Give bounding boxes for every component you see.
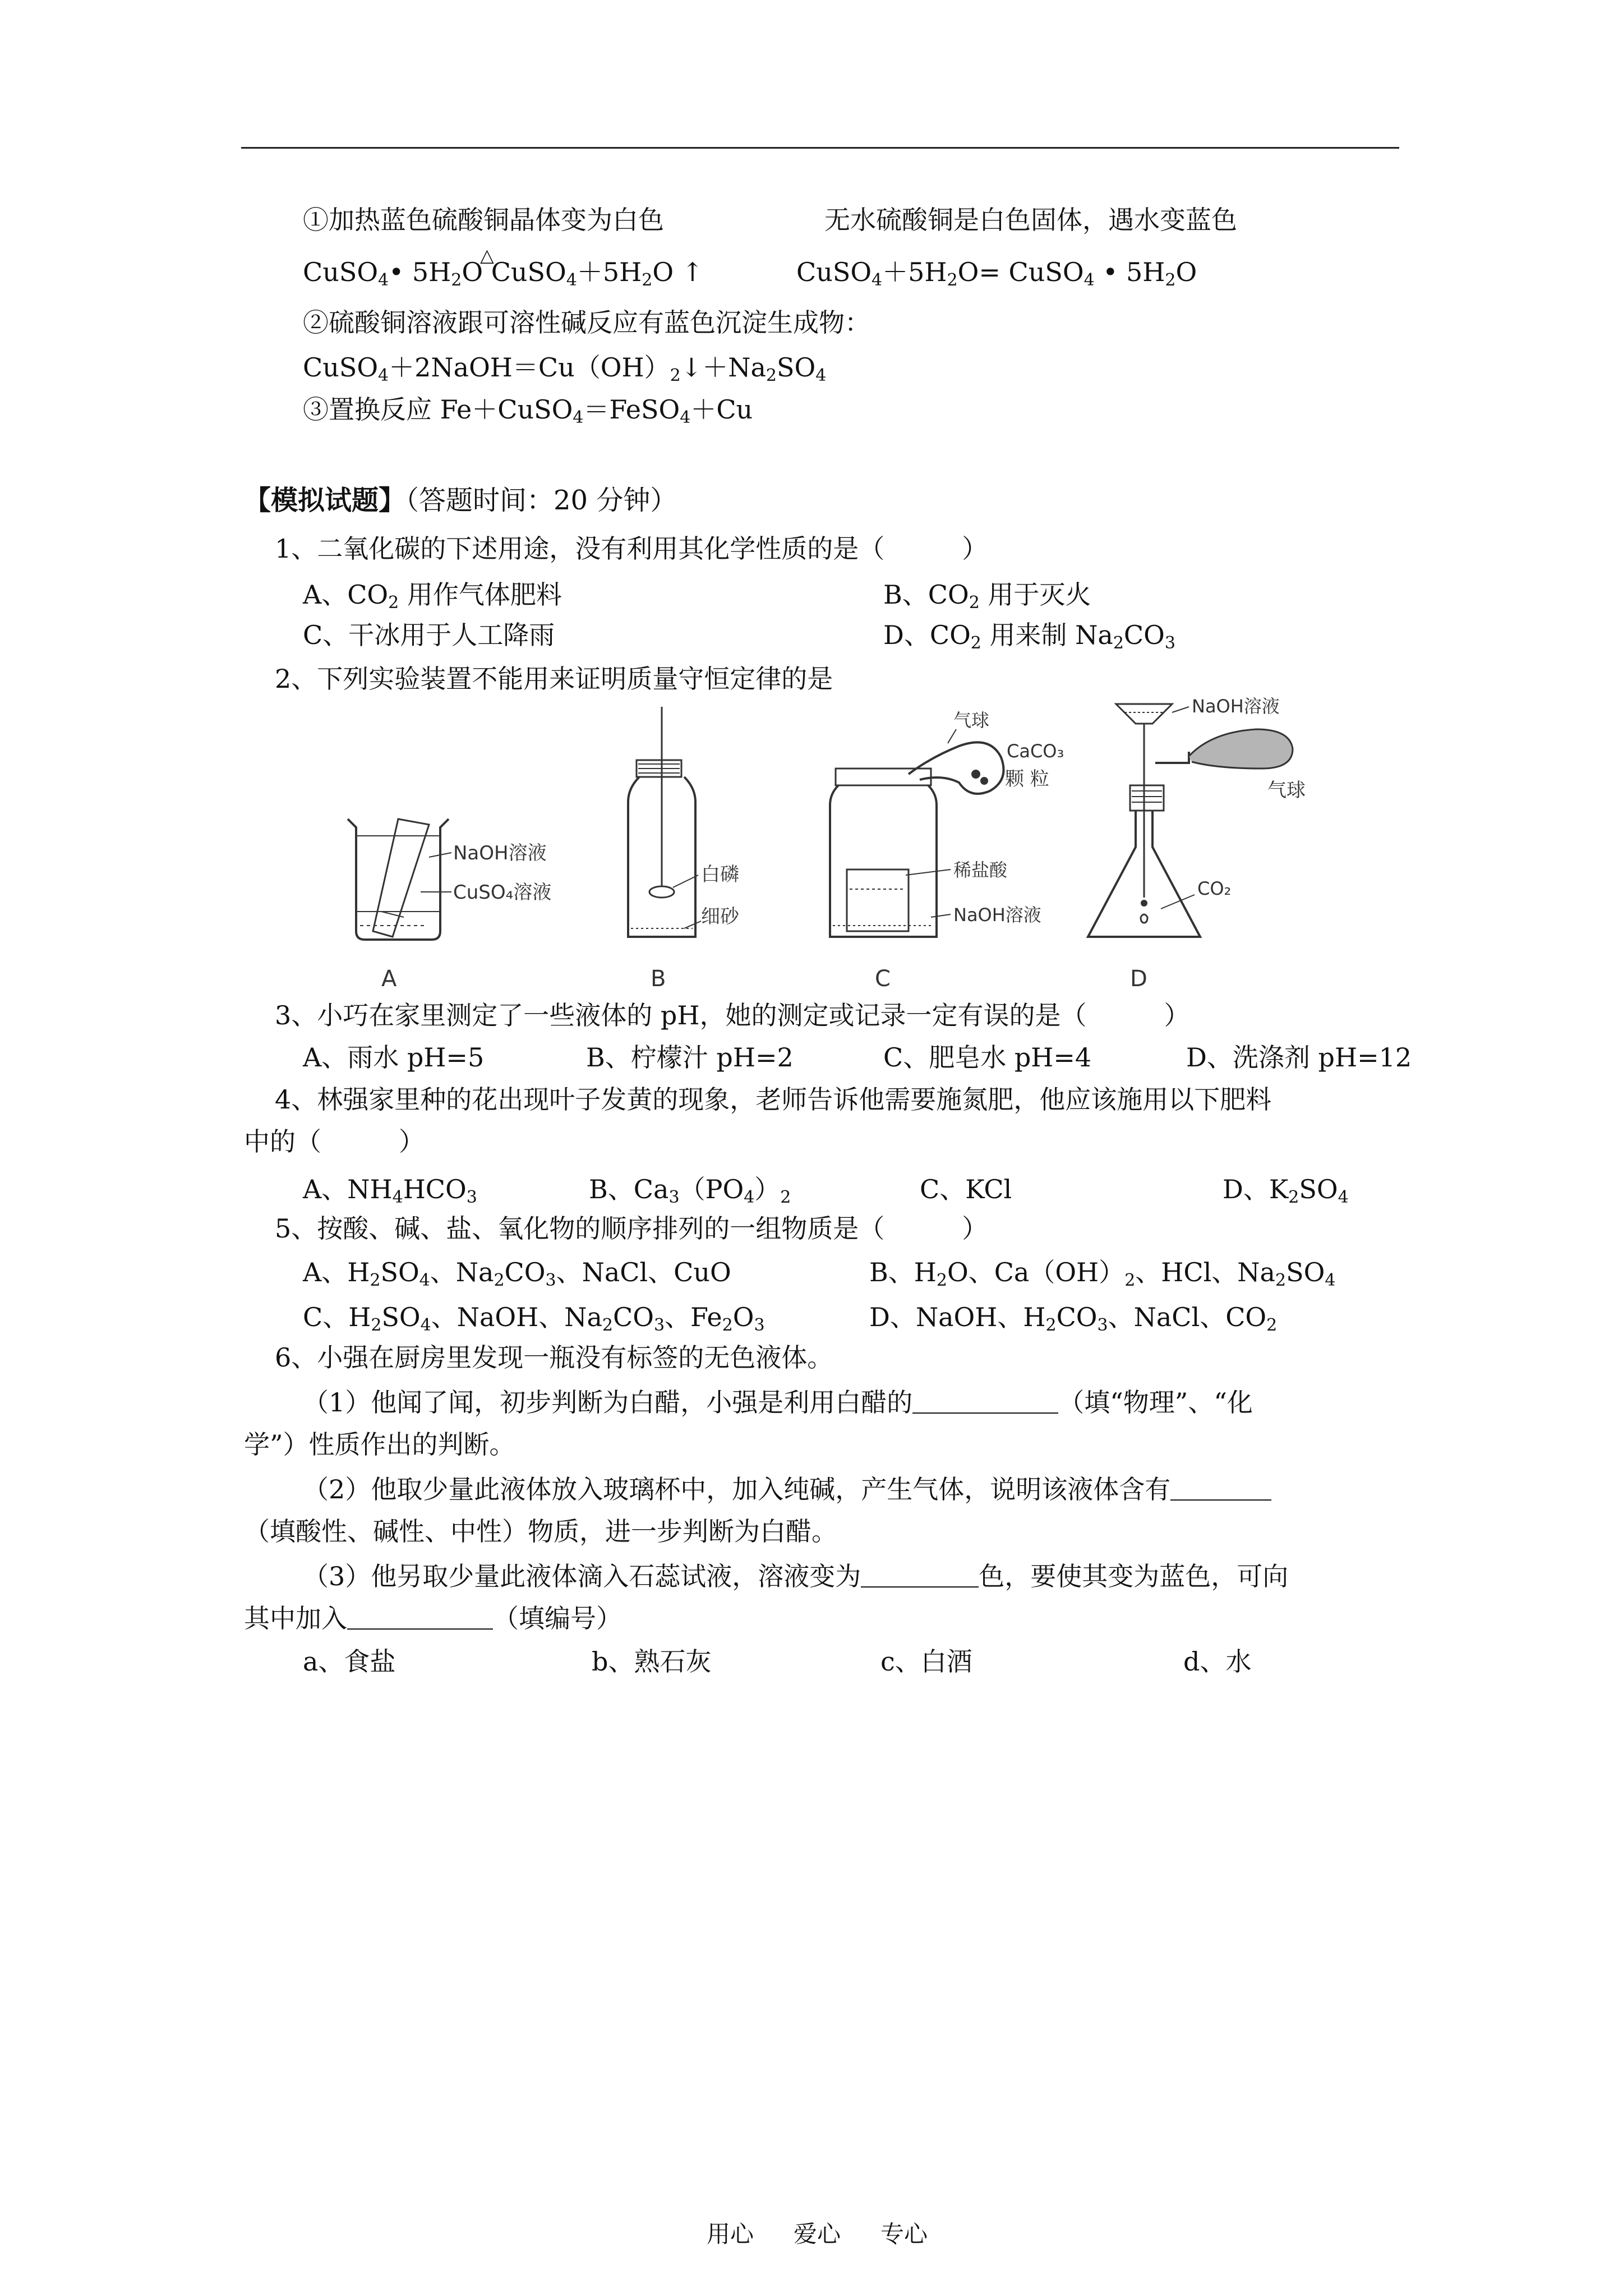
q1-option-c: C、干冰用于人工降雨 (303, 620, 555, 650)
label-c-caco3: CaCO₃ (1007, 740, 1064, 762)
q6-option-b: b、熟石灰 (592, 1646, 712, 1677)
q3-stem: 3、小巧在家里测定了一些液体的 pH，她的测定或记录一定有误的是（ ） (275, 1000, 1190, 1030)
label-b-phosphorus: 白磷 (701, 863, 739, 886)
q1-option-b: B、$CO_2$ 用于灭火 (883, 579, 1091, 613)
equation-1-left: CuSO$_4$• $5H_2O$ △ $CuSO_4+5H_2O$ ↑ (303, 245, 704, 290)
q1-stem: 1、二氧化碳的下述用途，没有利用其化学性质的是（ ） (275, 533, 988, 564)
label-d-balloon: 气球 (1267, 779, 1306, 802)
q6-part-3: （3）他另取少量此液体滴入石蕊试液，溶液变为 色，要使其变为蓝色，可向 (303, 1561, 1289, 1591)
apparatus-a (348, 819, 551, 992)
label-a-naoh: NaOH溶液 (453, 842, 547, 864)
equation-2: $CuSO_4+2NaOH=Cu(OH)_2↓+Na_2SO_4$ (303, 352, 827, 385)
q5-option-a: A、$H_2SO_4$、$Na_2CO_3$、NaCl、CuO (303, 1257, 731, 1290)
q4-option-c: C、KCl (920, 1174, 1012, 1204)
equation-1-right: $CuSO_4+5H_2O=$ CuSO$_4$ • $5H_2O$ (796, 257, 1197, 290)
q2-stem: 2、下列实验装置不能用来证明质量守恒定律的是 (275, 664, 833, 694)
apparatus-d (1088, 696, 1306, 992)
footer-text-2: 爱心 (794, 2220, 841, 2248)
apparatus-b (628, 707, 740, 992)
q4-option-a: A、$NH_4HCO_3$ (303, 1174, 477, 1207)
q4-option-d: D、$K_2SO_4$ (1223, 1174, 1349, 1207)
note-3: ③置换反应 Fe＋CuSO$_4$＝FeSO$_4$＋Cu (303, 394, 753, 427)
header-rule (241, 147, 1399, 149)
label-c-grain: 颗 粒 (1005, 768, 1049, 790)
note-1-right: 无水硫酸铜是白色固体，遇水变蓝色 (824, 205, 1237, 235)
q6-part-1-cont: 学”）性质作出的判断。 (244, 1429, 515, 1460)
q6-part-2: （2）他取少量此液体放入玻璃杯中，加入纯碱，产生气体，说明该液体含有 (303, 1473, 1271, 1506)
answer-blank-2[interactable] (1170, 1477, 1271, 1501)
q3-option-b: B、柠檬汁 pH=2 (586, 1042, 794, 1073)
q4-stem-line-2: 中的（ ） (244, 1126, 425, 1157)
label-c-hcl: 稀盐酸 (953, 859, 1008, 881)
q4-stem-line-1: 4、林强家里种的花出现叶子发黄的现象，老师告诉他需要施氮肥，他应该施用以下肥料 (275, 1084, 1272, 1115)
footer-text-1: 用心 (707, 2220, 754, 2248)
q3-option-a: A、雨水 pH=5 (303, 1042, 485, 1073)
q5-option-b: B、$H_2O$、$Ca(OH)_2$、HCl、$Na_2SO_4$ (869, 1257, 1336, 1290)
label-d-co2: CO₂ (1197, 878, 1232, 899)
label-b-sand: 细砂 (701, 905, 739, 928)
answer-blank-4[interactable] (347, 1606, 493, 1630)
answer-blank-3[interactable] (861, 1564, 979, 1588)
answer-blank-1[interactable] (912, 1390, 1058, 1414)
figure-label-a: A (381, 966, 397, 992)
q1-option-a: A、$CO_2$ 用作气体肥料 (303, 579, 562, 613)
note-1-left: ①加热蓝色硫酸铜晶体变为白色 (303, 205, 664, 235)
q5-option-c: C、$H_2SO_4$、NaOH、$Na_2CO_3$、$Fe_2O_3$ (303, 1302, 765, 1335)
q6-part-1: （1）他闻了闻，初步判断为白醋，小强是利用白醋的 （填“物理”、“化 (303, 1387, 1253, 1418)
figure-label-c: C (875, 966, 891, 992)
section-title: 【模拟试题】（答题时间：20 分钟） (244, 485, 677, 516)
footer-text-3: 专心 (880, 2220, 928, 2248)
label-a-cuso4: CuSO₄溶液 (453, 881, 552, 904)
q3-option-c: C、肥皂水 pH=4 (883, 1042, 1092, 1073)
q5-option-d: D、NaOH、$H_2CO_3$、NaCl、$CO_2$ (869, 1302, 1278, 1335)
note-2: ②硫酸铜溶液跟可溶性碱反应有蓝色沉淀生成物： (303, 307, 870, 338)
q3-option-d: D、洗涤剂 pH=12 (1186, 1042, 1412, 1073)
q6-part-3-cont: 其中加入 （填编号） (244, 1603, 622, 1634)
q2-apparatus-figure (314, 690, 1514, 993)
q6-option-a: a、食盐 (303, 1646, 396, 1677)
heat-symbol: △ (480, 245, 494, 266)
q6-part-2-cont: （填酸性、碱性、中性）物质，进一步判断为白醋。 (244, 1516, 837, 1547)
q5-stem: 5、按酸、碱、盐、氧化物的顺序排列的一组物质是（ ） (275, 1213, 988, 1244)
figure-label-d: D (1130, 966, 1147, 992)
q6-option-c: c、白酒 (880, 1646, 972, 1677)
q6-option-d: d、水 (1183, 1646, 1252, 1677)
label-c-balloon: 气球 (953, 710, 990, 731)
q6-stem: 6、小强在厨房里发现一瓶没有标签的无色液体。 (275, 1342, 833, 1373)
figure-label-b: B (651, 966, 666, 992)
q1-option-d: D、$CO_2$ 用来制 $Na_2CO_3$ (883, 620, 1175, 653)
apparatus-c (830, 710, 1064, 992)
label-d-naoh: NaOH溶液 (1192, 696, 1280, 717)
q4-option-b: B、$Ca_3(PO_4)_2$ (589, 1174, 791, 1207)
label-c-naoh: NaOH溶液 (953, 904, 1041, 926)
